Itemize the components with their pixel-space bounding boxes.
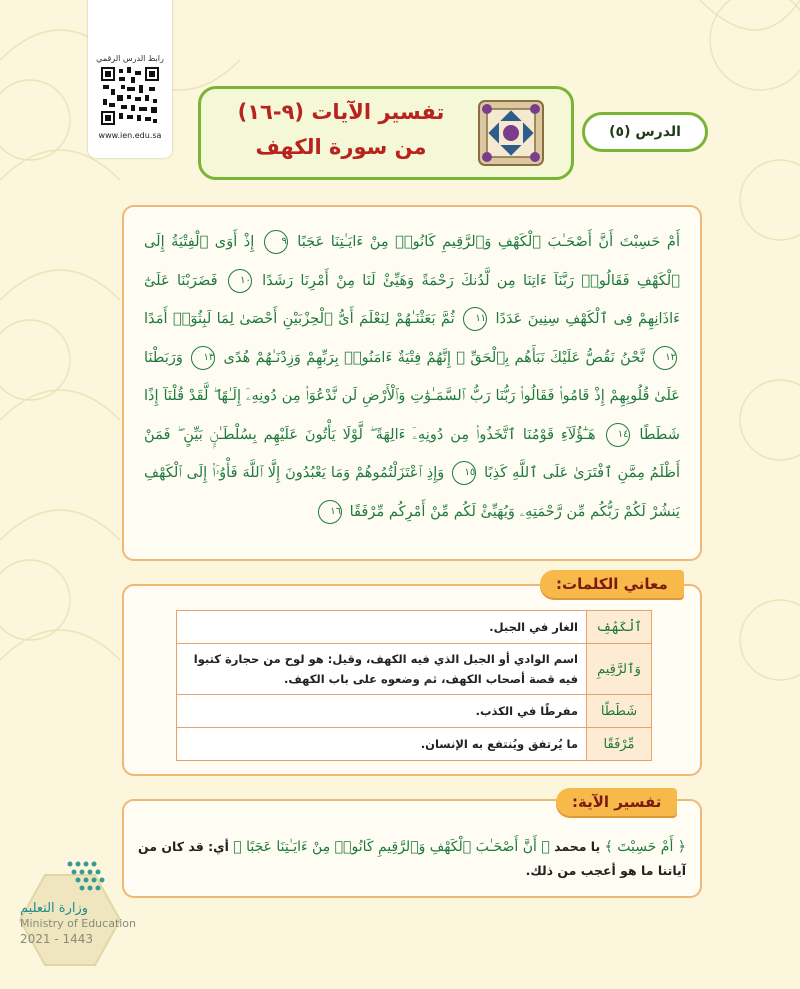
lesson-title — [215, 95, 467, 165]
lesson-title-line1: تفسير الآيات (٩-١٦) — [237, 100, 445, 124]
verse-9: أَمْ حَسِبْتَ أَنَّ أَصْحَـٰبَ ٱلْكَهْفِ وَٱلرَّقِيمِ كَانُوا۟ مِنْ ءَايَـٰتِنَا عَجَبًا — [297, 233, 680, 250]
verse-number-12: ١٢ — [653, 346, 677, 370]
word-meanings-heading: معاني الكلمات: — [540, 570, 684, 598]
quran-verses-box — [122, 205, 702, 561]
meaning-definition: اسم الوادي أو الجبل الذي فيه الكهف، وقيل: هو لوح من حجارة كتبوا فيه قصة أصحاب الكهف، ثم وضعوه على باب الكهف. — [177, 644, 587, 695]
tafsir-heading: تفسير الآية: — [556, 788, 677, 816]
verse-number-10: ١٠ — [228, 269, 252, 293]
meaning-word: مِّرْفَقًا — [587, 728, 652, 761]
meaning-word: وَٱلرَّقِيمِ — [587, 644, 652, 695]
meaning-definition: مفرطًا في الكذب. — [177, 695, 587, 728]
qr-code[interactable] — [101, 67, 159, 125]
lesson-title-line2: من سورة الكهف — [255, 135, 427, 159]
word-meanings-box — [122, 584, 702, 776]
meaning-word: ٱلْكَهْفِ — [587, 611, 652, 644]
verse-12: ثُمَّ بَعَثْنَـٰهُمْ لِنَعْلَمَ أَىُّ ٱلْحِزْبَيْنِ أَحْصَىٰ لِمَا لَبِثُوٓا۟ أَمَدًا — [144, 310, 455, 327]
qr-url[interactable]: www.ien.edu.sa — [98, 131, 162, 140]
verse-16: وَإِذِ ٱعْتَزَلْتُمُوهُمْ وَمَا يَعْبُدُونَ إِلَّا ٱللَّهَ فَأْوُۥٓا۟ إِلَى ٱلْكَهْفِ يَنشُرْ لَكُمْ رَبُّكُم مِّن رَّحْمَتِهِۦ وَيُهَيِّئْ لَكُم مِّنْ أَمْرِكُم مِّرْفَقًا — [144, 464, 680, 520]
islamic-ornament-icon — [477, 99, 545, 167]
verse-number-14: ١٤ — [606, 423, 630, 447]
tafsir-note-2: أي: قد كان من آياتنا ما هو أعجب من ذلك. — [138, 839, 686, 878]
verse-number-9: ٩ — [264, 230, 288, 254]
quran-verses — [144, 223, 680, 531]
table-row — [177, 695, 652, 728]
edition-year: 2021 - 1443 — [20, 932, 94, 946]
meaning-definition: الغار في الجبل. — [177, 611, 587, 644]
qr-label: رابط الدرس الرقمي — [96, 54, 164, 63]
verse-10: إِذْ أَوَى ٱلْفِتْيَةُ إِلَى ٱلْكَهْفِ فَقَالُوا۟ رَبَّنَآ ءَاتِنَا مِن لَّدُنكَ رَحْمَةً وَهَيِّئْ لَنَا مِنْ أَمْرِنَا رَشَدًا — [144, 233, 681, 289]
verse-number-13: ١٣ — [191, 346, 215, 370]
tafsir-quote-2: ﴿ أَنَّ أَصْحَـٰبَ ٱلْكَهْفِ وَٱلرَّقِيمِ كَانُوا۟ مِنْ ءَايَـٰتِنَا عَجَبًا ﴾ — [233, 839, 550, 855]
verse-number-11: ١١ — [463, 307, 487, 331]
lesson-number-badge — [582, 112, 708, 152]
tafsir-text — [138, 835, 686, 883]
verse-14: وَرَبَطْنَا عَلَىٰ قُلُوبِهِمْ إِذْ قَامُوا۟ فَقَالُوا۟ رَبُّنَا رَبُّ ٱلسَّمَـٰوَٰتِ وَٱلْأَرْضِ لَن نَّدْعُوَا۟ مِن دُونِهِۦٓ إِلَـٰهًا ۖ لَّقَدْ قُلْنَآ إِذًا شَطَطًا — [144, 348, 681, 443]
tafsir-note-1: يا محمد — [554, 839, 601, 854]
table-row — [177, 611, 652, 644]
ministry-name-en: Ministry of Education — [20, 917, 137, 930]
verse-13: نَّحْنُ نَقُصُّ عَلَيْكَ نَبَأَهُم بِٱلْحَقِّ ۚ إِنَّهُمْ فِتْيَةٌ ءَامَنُوا۟ بِرَبِّهِمْ وَزِدْنَـٰهُمْ هُدًى — [223, 348, 645, 366]
verse-number-16: ١٦ — [318, 500, 342, 524]
table-row — [177, 644, 652, 695]
meaning-word: شَطَطًا — [587, 695, 652, 728]
verse-15: هَـٰٓؤُلَآءِ قَوْمُنَا ٱتَّخَذُوا۟ مِن دُونِهِۦٓ ءَالِهَةً ۖ لَّوْلَا يَأْتُونَ عَلَيْهِم بِسُلْطَـٰنٍۭ بَيِّنٍ ۖ فَمَنْ أَظْلَمُ مِمَّنِ ٱفْتَرَىٰ عَلَى ٱللَّهِ كَذِبًا — [144, 425, 681, 481]
verse-number-15: ١٥ — [452, 461, 476, 485]
qr-panel[interactable] — [88, 0, 172, 158]
tafsir-quote-1: ﴿ أَمْ حَسِبْتَ ﴾ — [604, 839, 686, 855]
meaning-definition: ما يُرتفق ويُنتفع به الإنسان. — [177, 728, 587, 761]
table-row — [177, 728, 652, 761]
verse-11: فَضَرَبْنَا عَلَىٰٓ ءَاذَانِهِمْ فِى ٱلْكَهْفِ سِنِينَ عَدَدًا — [144, 271, 681, 327]
lesson-number-label: الدرس (٥) — [609, 124, 681, 140]
word-meanings-table — [176, 610, 652, 761]
lesson-title-box — [198, 86, 574, 180]
ministry-name-ar: وزارة التعليم — [20, 901, 89, 916]
